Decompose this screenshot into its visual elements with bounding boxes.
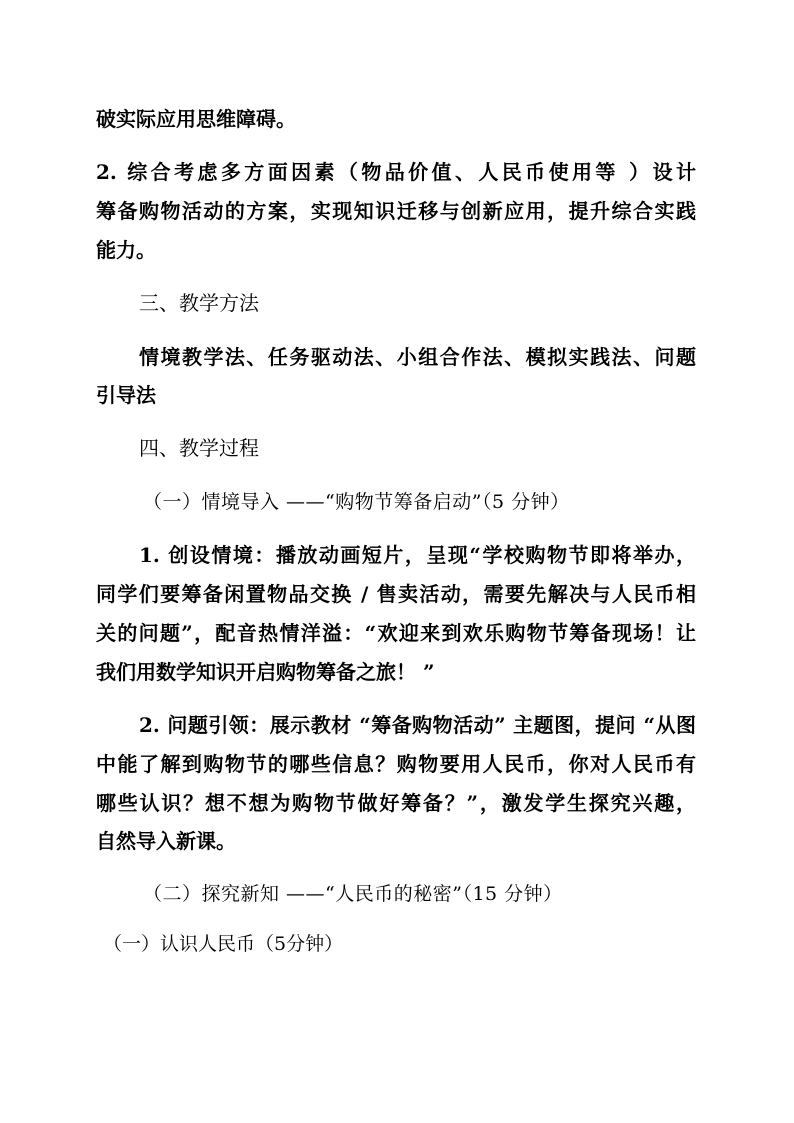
paragraph-line: 能力。	[96, 238, 156, 262]
paragraph-line: 哪些认识？想不想为购物节做好筹备？”，激发学生探究兴趣，	[96, 791, 696, 815]
paragraph-line: 2. 问题引领：展示教材 “筹备购物活动” 主题图，提问 “从图	[139, 713, 696, 737]
paragraph-line: 我们用数学知识开启购物筹备之旅！ ”	[96, 660, 435, 684]
section-heading: 三、教学方法	[139, 291, 259, 315]
subsection-heading: （一）认识人民币（5分钟）	[103, 933, 344, 955]
paragraph-line: 情境教学法、任务驱动法、小组合作法、模拟实践法、问题	[139, 345, 696, 369]
paragraph-line: 中能了解到购物节的哪些信息？购物要用人民币，你对人民币有	[96, 752, 696, 776]
subsection-heading: （二）探究新知 ——“人民币的秘密”（15 分钟）	[143, 883, 563, 905]
paragraph-line: 破实际应用思维障碍。	[96, 107, 296, 131]
section-heading: 四、教学过程	[139, 436, 259, 460]
paragraph-line: 引导法	[96, 383, 156, 407]
paragraph-line: 自然导入新课。	[96, 829, 236, 853]
paragraph-line: 筹备购物活动的方案，实现知识迁移与创新应用，提升综合实践	[96, 199, 696, 223]
paragraph-line: 2. 综合考虑多方面因素（物品价值、人民币使用等 ）设计	[96, 160, 696, 184]
paragraph-line: 关的问题”，配音热情洋溢：“欢迎来到欢乐购物节筹备现场！让	[96, 621, 696, 645]
paragraph-line: 1. 创设情境：播放动画短片，呈现“学校购物节即将举办，	[139, 543, 696, 567]
subsection-heading: （一）情境导入 ——“购物节筹备启动”（5 分钟）	[143, 491, 570, 513]
paragraph-line: 同学们要筹备闲置物品交换 / 售卖活动，需要先解决与人民币相	[96, 582, 696, 606]
